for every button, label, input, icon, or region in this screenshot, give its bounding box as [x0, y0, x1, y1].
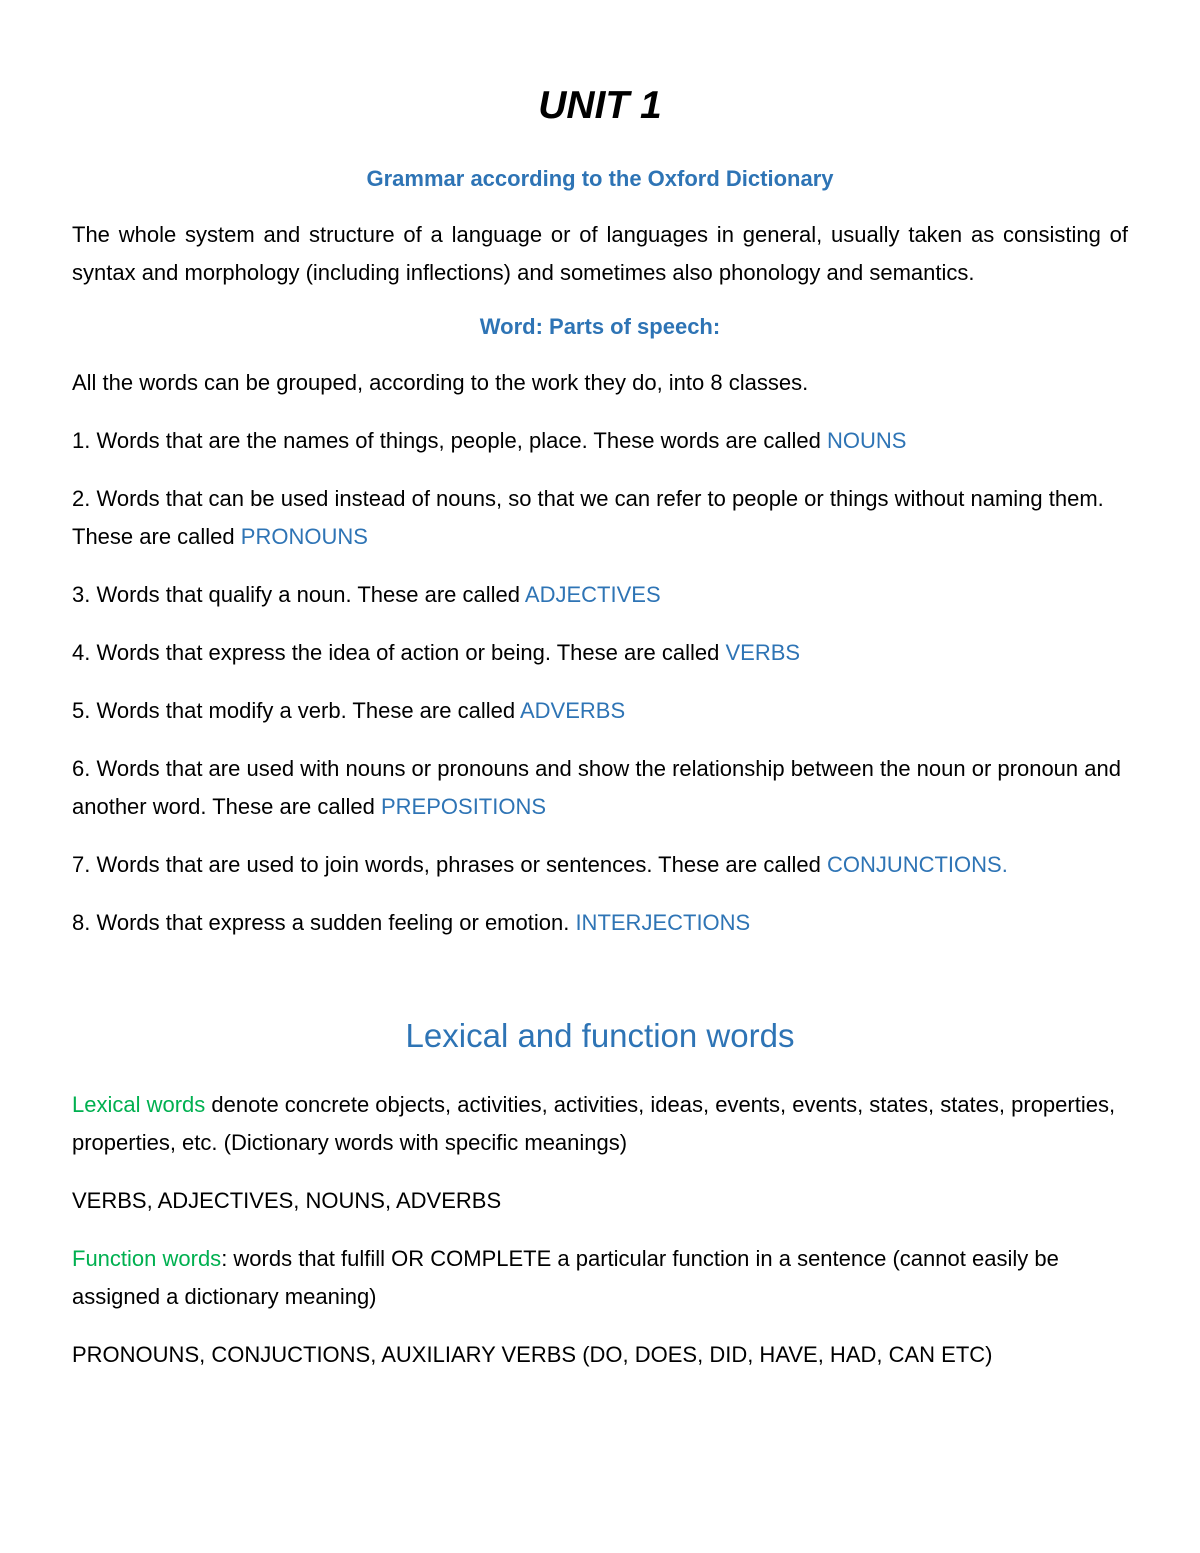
- grammar-definition: The whole system and structure of a language or of languages in general, usually taken as consisting of syntax and morphology (including inflections) and sometimes also phonology and semantics.: [72, 222, 1128, 285]
- list-item: [72, 576, 1128, 614]
- lexical-function-heading: Lexical and function words: [405, 1017, 795, 1054]
- list-item-term: PREPOSITIONS: [381, 794, 547, 819]
- function-words-text: : words that fulfill OR COMPLETE a particular function in a sentence (cannot easily be assigned a dictionary meaning): [72, 1246, 1059, 1309]
- list-item: [72, 904, 1128, 942]
- lexical-words-paragraph: [72, 1086, 1128, 1162]
- list-item-text: 7. Words that are used to join words, phrases or sentences. These are called: [72, 852, 827, 877]
- list-item-text: 8. Words that express a sudden feeling or emotion.: [72, 910, 576, 935]
- list-item-text: 1. Words that are the names of things, people, place. These words are called: [72, 428, 827, 453]
- list-item: [72, 692, 1128, 730]
- parts-of-speech-heading: Word: Parts of speech:: [479, 314, 721, 339]
- grammar-heading: Grammar according to the Oxford Dictionary: [366, 166, 834, 191]
- lexical-words-examples: VERBS, ADJECTIVES, NOUNS, ADVERBS: [72, 1188, 502, 1213]
- lexical-words-label: Lexical words: [72, 1092, 206, 1117]
- list-item-term: VERBS: [725, 640, 801, 665]
- parts-of-speech-intro: All the words can be grouped, according to the work they do, into 8 classes.: [72, 370, 809, 395]
- list-item-term: INTERJECTIONS: [575, 910, 751, 935]
- page-title: UNIT 1: [538, 84, 662, 127]
- list-item-text: 2. Words that can be used instead of nouns, so that we can refer to people or things without naming them. These are called: [72, 486, 1104, 549]
- list-item: [72, 634, 1128, 672]
- list-item-term: ADJECTIVES: [524, 582, 661, 607]
- list-item: [72, 422, 1128, 460]
- list-item-text: 6. Words that are used with nouns or pronouns and show the relationship between the noun or pronoun and another word. These are called: [72, 756, 1121, 819]
- lexical-words-text: denote concrete objects, activities, activities, ideas, events, events, states, states, properties, properties, etc. (Dictionary words with specific meanings): [72, 1092, 1116, 1155]
- list-item-term: PRONOUNS: [240, 524, 368, 549]
- function-words-label: Function words: [72, 1246, 222, 1271]
- list-item-text: 3. Words that qualify a noun. These are called: [72, 582, 525, 607]
- list-item-term: CONJUNCTIONS.: [826, 852, 1008, 877]
- function-words-paragraph: [72, 1240, 1128, 1316]
- parts-of-speech-list: [72, 422, 1128, 942]
- list-item: [72, 480, 1128, 556]
- list-item-text: 5. Words that modify a verb. These are called: [72, 698, 520, 723]
- list-item-term: NOUNS: [826, 428, 907, 453]
- list-item-term: ADVERBS: [519, 698, 626, 723]
- list-item: [72, 750, 1128, 826]
- function-words-examples: PRONOUNS, CONJUCTIONS, AUXILIARY VERBS (DO, DOES, DID, HAVE, HAD, CAN ETC): [72, 1342, 993, 1367]
- list-item-text: 4. Words that express the idea of action or being. These are called: [72, 640, 726, 665]
- list-item: [72, 846, 1128, 884]
